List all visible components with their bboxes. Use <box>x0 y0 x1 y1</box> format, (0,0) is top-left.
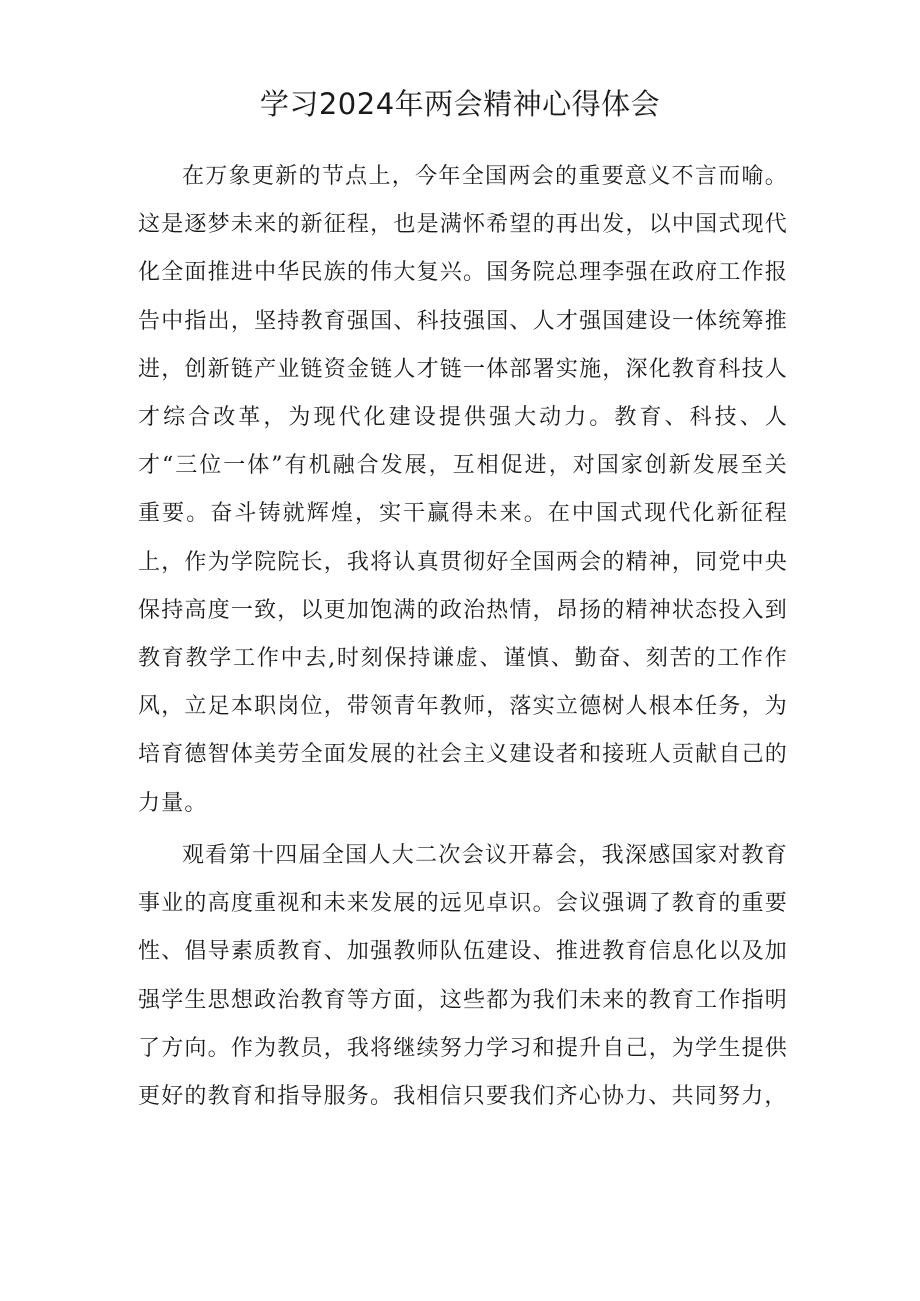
paragraph-2: 观看第十四届全国人大二次会议开幕会，我深感国家对教育事业的高度重视和未来发展的远见卓识。会议强调了教育的重要性、倡导素质教育、加强教师队伍建设、推进教育信息化以及加强学生思想政治教育等方面，这些都为我们未来的教育工作指明了方向。作为教员，我将继续努力学习和提升自己，为学生提供更好的教育和指导服务。我相信只要我们齐心协力、共同努力， <box>138 843 788 1110</box>
document-title: 学习2024年两会精神心得体会 <box>259 87 661 121</box>
paragraph-1: 在万象更新的节点上，今年全国两会的重要意义不言而喻。这是逐梦未来的新征程，也是满怀希望的再出发，以中国式现代化全面推进中华民族的伟大复兴。国务院总理李强在政府工作报告中指出，坚持教育强国、科技强国、人才强国建设一体统筹推进，创新链产业链资金链人才链一体部署实施，深化教育科技人才综合改革，为现代化建设提供强大动力。教育、科技、人才“三位一体”有机融合发展，互相促进，对国家创新发展至关重要。奋斗铸就辉煌，实干赢得未来。在中国式现代化新征程上，作为学院院长，我将认真贯彻好全国两会的精神，同党中央保持高度一致，以更加饱满的政治热情，昂扬的精神状态投入到教育教学工作中去,时刻保持谦虚、谨慎、勤奋、刻苦的工作作风，立足本职岗位，带领青年教师，落实立德树人根本任务，为培育德智体美劳全面发展的社会主义建设者和接班人贡献自己的力量。 <box>138 164 788 816</box>
